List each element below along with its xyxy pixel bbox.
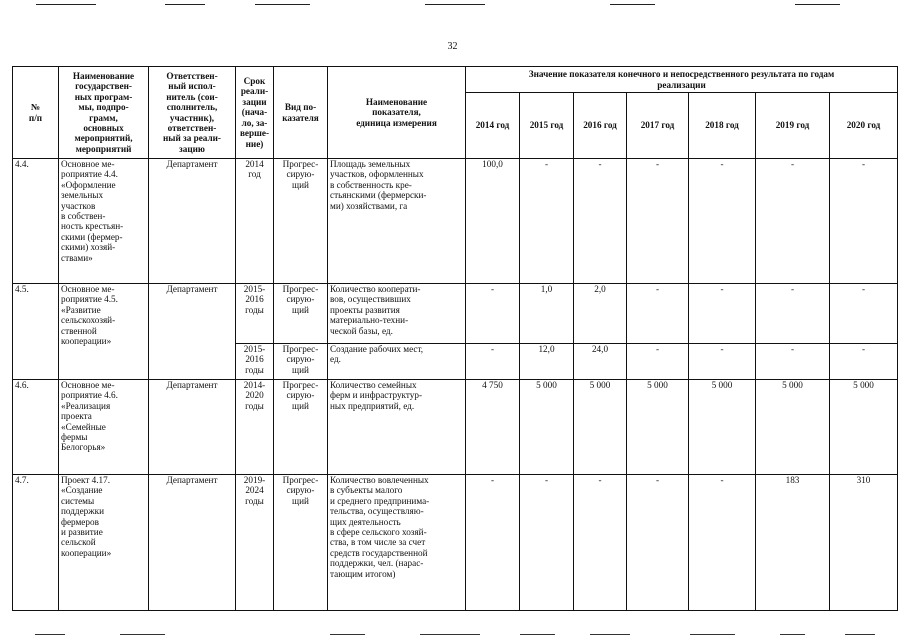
term-cell: 2014 год bbox=[236, 159, 274, 284]
value-cell: - bbox=[574, 475, 627, 611]
row-number: 4.6. bbox=[13, 380, 59, 475]
indicator-type-cell: Прогрес- сирую- щий bbox=[274, 284, 328, 344]
value-cell: 5 000 bbox=[627, 380, 689, 475]
value-cell: 5 000 bbox=[830, 380, 898, 475]
value-cell: - bbox=[466, 475, 520, 611]
value-cell: 5 000 bbox=[520, 380, 574, 475]
value-cell: - bbox=[689, 284, 756, 344]
scan-rule bbox=[120, 634, 165, 635]
indicator-name-cell: Создание рабочих мест, ед. bbox=[328, 344, 466, 380]
scan-rule bbox=[420, 634, 480, 635]
value-cell: - bbox=[830, 159, 898, 284]
value-cell: - bbox=[756, 159, 830, 284]
header-year: 2016 год bbox=[574, 93, 627, 159]
value-cell: - bbox=[520, 475, 574, 611]
scan-rule bbox=[425, 4, 485, 5]
scan-rule bbox=[795, 4, 840, 5]
header-num: № п/п bbox=[13, 67, 59, 159]
value-cell: 5 000 bbox=[689, 380, 756, 475]
value-cell: - bbox=[756, 284, 830, 344]
page-number: 32 bbox=[447, 41, 458, 52]
table-row bbox=[13, 380, 898, 475]
measure-name: Основное ме- роприятие 4.4. «Оформление земельных участков в собствен- ность крестьян- скими (фермер- скими) хозяй- ствами» bbox=[59, 159, 149, 284]
scan-rule bbox=[845, 634, 875, 635]
header-year: 2020 год bbox=[830, 93, 898, 159]
indicator-name-cell: Количество семейных ферм и инфраструктур- ных предприятий, ед. bbox=[328, 380, 466, 475]
measure-name: Проект 4.17. «Создание системы поддержки фермеров и развитие сельской кооперации» bbox=[59, 475, 149, 611]
value-cell: - bbox=[830, 344, 898, 380]
value-cell: 24,0 bbox=[574, 344, 627, 380]
value-cell: 1,0 bbox=[520, 284, 574, 344]
table-row bbox=[13, 475, 898, 611]
table-row bbox=[13, 284, 898, 344]
header-year: 2017 год bbox=[627, 93, 689, 159]
header-values-group: Значение показателя конечного и непосредственного результата по годам реализации bbox=[466, 67, 898, 93]
row-number: 4.5. bbox=[13, 284, 59, 380]
header-year: 2015 год bbox=[520, 93, 574, 159]
value-cell: - bbox=[466, 344, 520, 380]
responsible-cell: Департамент bbox=[149, 475, 236, 611]
scan-rule bbox=[690, 634, 735, 635]
indicator-type-cell: Прогрес- сирую- щий bbox=[274, 159, 328, 284]
value-cell: 5 000 bbox=[756, 380, 830, 475]
responsible-cell: Департамент bbox=[149, 159, 236, 284]
measure-name: Основное ме- роприятие 4.6. «Реализация проекта «Семейные фермы Белогорья» bbox=[59, 380, 149, 475]
scan-rule bbox=[780, 634, 805, 635]
value-cell: - bbox=[627, 284, 689, 344]
value-cell: - bbox=[830, 284, 898, 344]
header-year: 2014 год bbox=[466, 93, 520, 159]
indicator-name-cell: Площадь земельных участков, оформленных в собственность кре- стьянскими (фермерски- ми) хозяйствами, га bbox=[328, 159, 466, 284]
value-cell: - bbox=[466, 284, 520, 344]
header-indicator-type: Вид по- казателя bbox=[274, 67, 328, 159]
header-year: 2018 год bbox=[689, 93, 756, 159]
value-cell: 5 000 bbox=[574, 380, 627, 475]
indicators-table bbox=[12, 66, 898, 611]
scan-rule bbox=[165, 4, 205, 5]
value-cell: 4 750 bbox=[466, 380, 520, 475]
scan-rule bbox=[36, 4, 96, 5]
header-year: 2019 год bbox=[756, 93, 830, 159]
term-cell: 2015- 2016 годы bbox=[236, 344, 274, 380]
value-cell: - bbox=[756, 344, 830, 380]
value-cell: - bbox=[689, 159, 756, 284]
row-number: 4.7. bbox=[13, 475, 59, 611]
term-cell: 2014- 2020 годы bbox=[236, 380, 274, 475]
value-cell: 310 bbox=[830, 475, 898, 611]
header-indicator-name: Наименование показателя, единица измерения bbox=[328, 67, 466, 159]
scan-rule bbox=[255, 4, 310, 5]
value-cell: - bbox=[520, 159, 574, 284]
term-cell: 2015- 2016 годы bbox=[236, 284, 274, 344]
scan-rule bbox=[35, 634, 65, 635]
indicator-type-cell: Прогрес- сирую- щий bbox=[274, 475, 328, 611]
header-term: Срок реали- зации (нача- ло, за- верше- ние) bbox=[236, 67, 274, 159]
measure-name: Основное ме- роприятие 4.5. «Развитие сельскохозяй- ственной кооперации» bbox=[59, 284, 149, 380]
scan-rule bbox=[520, 634, 555, 635]
scan-rule bbox=[590, 634, 630, 635]
term-cell: 2019- 2024 годы bbox=[236, 475, 274, 611]
value-cell: - bbox=[627, 475, 689, 611]
value-cell: 100,0 bbox=[466, 159, 520, 284]
header-name: Наименование государствен- ных програм- мы, подпро- грамм, основных мероприятий, мероприятий bbox=[59, 67, 149, 159]
indicator-type-cell: Прогрес- сирую- щий bbox=[274, 380, 328, 475]
indicator-name-cell: Количество кооперати- вов, осуществивших проекты развития материально-техни- ческой базы, ед. bbox=[328, 284, 466, 344]
value-cell: 2,0 bbox=[574, 284, 627, 344]
value-cell: - bbox=[627, 344, 689, 380]
value-cell: - bbox=[574, 159, 627, 284]
row-number: 4.4. bbox=[13, 159, 59, 284]
responsible-cell: Департамент bbox=[149, 380, 236, 475]
value-cell: - bbox=[689, 344, 756, 380]
scan-rule bbox=[330, 634, 365, 635]
value-cell: - bbox=[627, 159, 689, 284]
indicator-type-cell: Прогрес- сирую- щий bbox=[274, 344, 328, 380]
scan-rule bbox=[610, 4, 655, 5]
value-cell: - bbox=[689, 475, 756, 611]
indicator-name-cell: Количество вовлеченных в субъекты малого и среднего предпринима- тельства, осуществляю- щих деятельность в сфере сельского хозяй- ства, в том числе за счет средств государственной поддержки, чел. (нарас- тающим итогом) bbox=[328, 475, 466, 611]
table-row bbox=[13, 159, 898, 284]
responsible-cell: Департамент bbox=[149, 284, 236, 380]
header-responsible: Ответствен- ный испол- нитель (сои- сполнитель, участник), ответствен- ный за реали- зацию bbox=[149, 67, 236, 159]
value-cell: 12,0 bbox=[520, 344, 574, 380]
value-cell: 183 bbox=[756, 475, 830, 611]
